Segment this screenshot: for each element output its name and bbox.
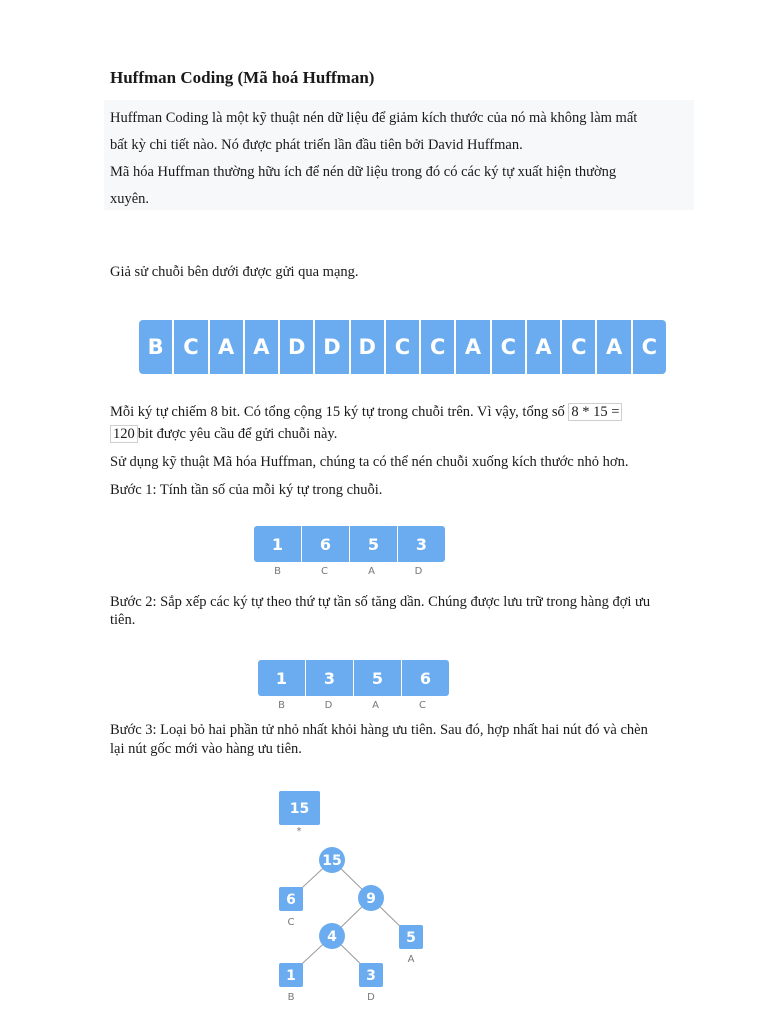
- sequence-char: A: [210, 320, 245, 374]
- frequency-char-label: C: [419, 700, 426, 711]
- sequence-char: D: [351, 320, 386, 374]
- character-sequence: [139, 320, 666, 374]
- sequence-char: A: [456, 320, 491, 374]
- step1-frequency-row: [254, 526, 445, 562]
- sequence-char: C: [641, 335, 658, 359]
- code-snippet-b: 120: [110, 425, 138, 443]
- compress-text: Sử dụng kỹ thuật Mã hóa Huffman, chúng ta có thể nén chuỗi xuống kích thước nhỏ hơn.: [110, 454, 629, 470]
- leaf-c-value: 6: [286, 892, 296, 908]
- sequence-char: A: [527, 320, 562, 374]
- huffman-tree: [0, 780, 768, 1010]
- intro-line-1: Huffman Coding là một kỹ thuật nén dữ liệu để giảm kích thước của nó mà không làm mất: [110, 110, 638, 126]
- bits-suffix: bit được yêu cầu để gửi chuỗi này.: [137, 426, 338, 442]
- frequency-value: 5: [354, 660, 402, 696]
- frequency-value: 3: [306, 660, 354, 696]
- sequence-char: D: [315, 320, 350, 374]
- sequence-char: C: [562, 320, 597, 374]
- frequency-char-label: C: [321, 566, 328, 577]
- node-4-value: 4: [327, 929, 337, 945]
- sequence-char: C: [421, 320, 456, 374]
- step2-label-row: [258, 700, 446, 711]
- frequency-char-label: A: [372, 700, 379, 711]
- step2-frequency-row: [258, 660, 449, 696]
- frequency-value: 3: [415, 534, 428, 554]
- leaf-a-label: A: [407, 954, 415, 965]
- frequency-char-label: A: [368, 566, 375, 577]
- step3-line-1: Bước 3: Loại bỏ hai phần tử nhỏ nhất khỏi hàng ưu tiên. Sau đó, hợp nhất hai nút đó và chèn: [110, 722, 648, 738]
- code-snippet-a: 8 * 15 =: [568, 403, 622, 421]
- frequency-char-label: D: [324, 700, 333, 711]
- leaf-a-value: 5: [406, 930, 416, 946]
- leaf-b-value: 1: [286, 968, 296, 984]
- bits-prefix: Mỗi ký tự chiếm 8 bit. Có tổng cộng 15 ký tự trong chuỗi trên. Vì vậy, tổng số: [110, 404, 569, 420]
- frequency-char-label: D: [414, 566, 423, 577]
- leaf-d-value: 3: [366, 968, 376, 984]
- sequence-char: D: [280, 320, 315, 374]
- page-title: Huffman Coding (Mã hoá Huffman): [110, 68, 375, 87]
- intro-line-2: bất kỳ chi tiết nào. Nó được phát triển lần đầu tiên bởi David Huffman.: [110, 137, 523, 153]
- step3-line-2: lại nút gốc mới vào hàng ưu tiên.: [110, 741, 302, 757]
- frequency-value: 5: [350, 526, 398, 562]
- frequency-value: 1: [258, 660, 306, 696]
- frequency-char-label: B: [278, 700, 285, 711]
- root-node-value: 15: [322, 853, 342, 869]
- frequency-value: 6: [302, 526, 350, 562]
- sequence-char: A: [245, 320, 280, 374]
- leaf-d-label: D: [367, 992, 375, 1003]
- step2-line-2: tiên.: [110, 612, 136, 628]
- leaf-b-label: B: [287, 992, 295, 1003]
- sequence-char: C: [492, 320, 527, 374]
- intro-line-3: Mã hóa Huffman thường hữu ích để nén dữ liệu trong đó có các ký tự xuất hiện thường: [110, 164, 617, 180]
- node-9-value: 9: [366, 891, 376, 907]
- sent-text: Giả sử chuỗi bên dưới được gửi qua mạng.: [110, 264, 359, 280]
- step1-label-row: [254, 566, 442, 577]
- queue-node-label: *: [296, 826, 302, 837]
- sequence-char: B: [139, 320, 174, 374]
- step2-line-1: Bước 2: Sắp xếp các ký tự theo thứ tự tần số tăng dần. Chúng được lưu trữ trong hàng đợi ưu: [110, 594, 651, 610]
- bits-line-2: [110, 426, 337, 443]
- step1-text: Bước 1: Tính tần số của mỗi ký tự trong chuỗi.: [110, 482, 383, 498]
- sequence-char: A: [597, 320, 632, 374]
- frequency-value: 1: [254, 526, 302, 562]
- bits-line-1: [110, 404, 622, 421]
- queue-node-value: 15: [289, 801, 310, 817]
- tree-edges: [291, 860, 410, 974]
- sequence-char: C: [174, 320, 209, 374]
- sequence-char: C: [386, 320, 421, 374]
- intro-line-4: xuyên.: [110, 191, 150, 207]
- leaf-c-label: C: [287, 917, 295, 928]
- frequency-value: 6: [419, 668, 432, 688]
- frequency-char-label: B: [274, 566, 281, 577]
